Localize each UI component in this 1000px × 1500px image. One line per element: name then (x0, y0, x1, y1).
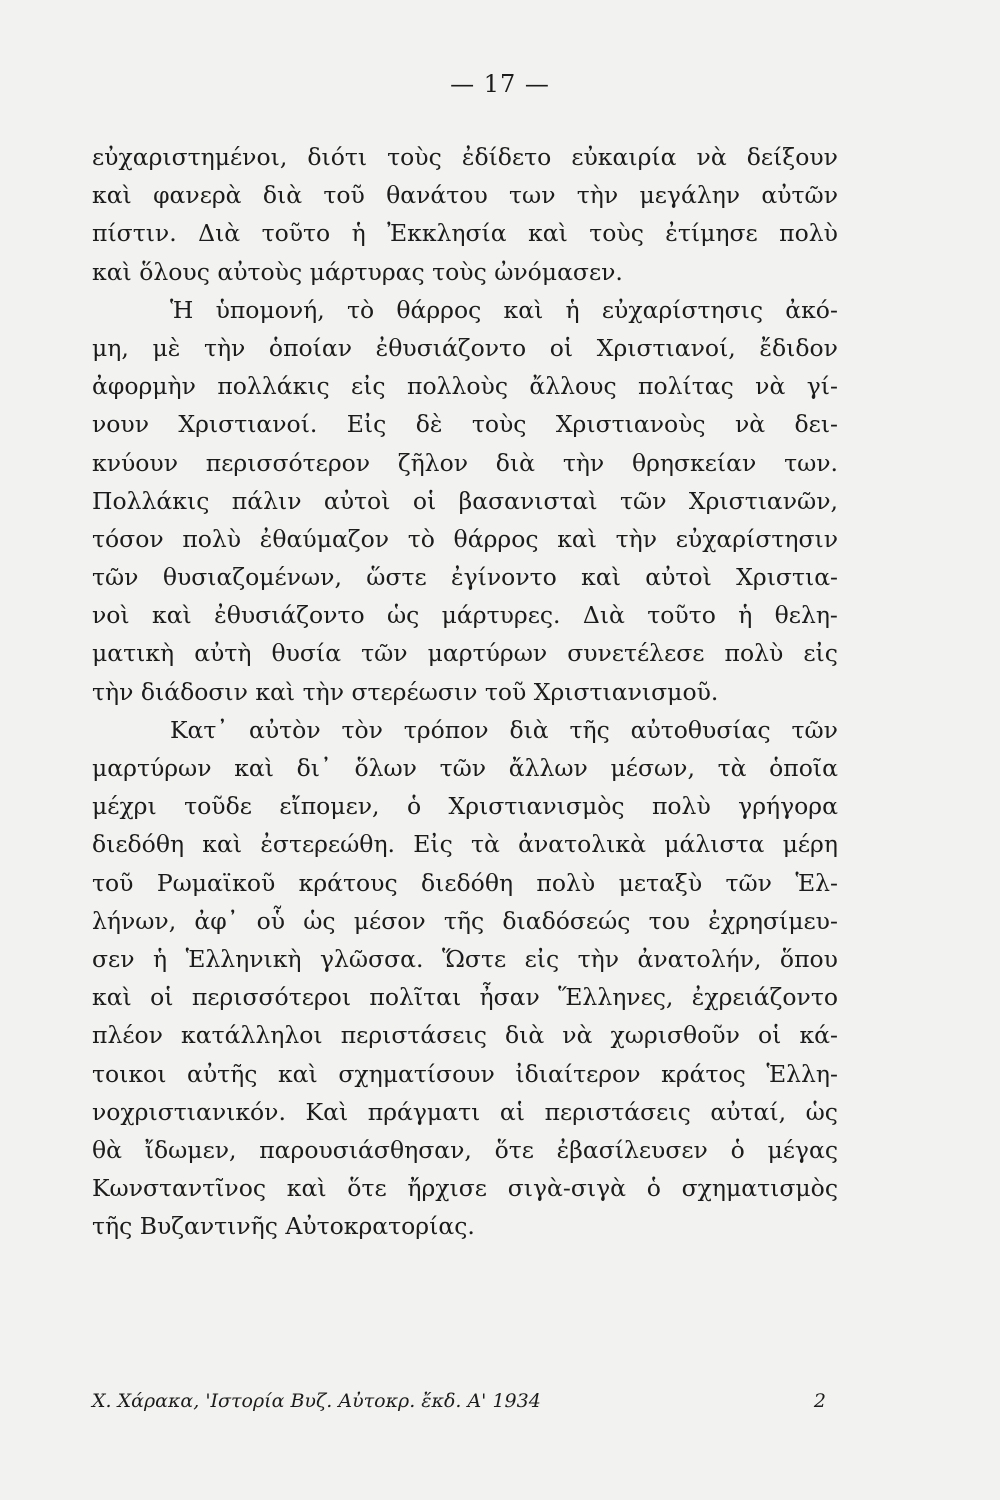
text-line: τόσον πολὺ ἐθαύμαζον τὸ θάρρος καὶ τὴν εὐχαρίστησιν (92, 524, 838, 553)
text-line: μέχρι τοῦδε εἴπομεν, ὁ Χριστιανισμὸς πολὺ γρήγορα (92, 792, 838, 821)
footer-citation: Χ. Χάρακα, 'Ιστορία Βυζ. Αὐτοκρ. ἔκδ. Α' 1934 (92, 1390, 541, 1412)
signature-mark: 2 (813, 1390, 826, 1412)
text-line: τοῦ Ρωμαϊκοῦ κράτους διεδόθη πολὺ μεταξὺ τῶν Ἑλ- (92, 868, 838, 897)
text-line: καὶ οἱ περισσότεροι πολῖται ἦσαν Ἕλληνες, ἐχρειάζοντο (92, 983, 838, 1012)
text-line: καὶ φανερὰ διὰ τοῦ θανάτου των τὴν μεγάλην αὐτῶν (92, 181, 838, 210)
text-line: ματικὴ αὐτὴ θυσία τῶν μαρτύρων συνετέλεσε πολὺ εἰς (92, 639, 838, 668)
text-line: νουν Χριστιανοί. Εἰς δὲ τοὺς Χριστιανοὺς νὰ δει- (92, 410, 838, 439)
page-number: — 17 — (450, 70, 550, 98)
text-line: Πολλάκις πάλιν αὐτοὶ οἱ βασανισταὶ τῶν Χριστιανῶν, (92, 486, 838, 515)
text-line: Ἡ ὑπομονή, τὸ θάρρος καὶ ἡ εὐχαρίστησις ἀκό- (170, 295, 838, 324)
text-line: εὐχαριστημένοι, διότι τοὺς ἐδίδετο εὐκαιρία νὰ δείξουν (92, 143, 838, 171)
text-line: τὴν διάδοσιν καὶ τὴν στερέωσιν τοῦ Χριστιανισμοῦ. (92, 677, 719, 706)
text-line: μαρτύρων καὶ δι᾽ ὅλων τῶν ἄλλων μέσων, τὰ ὁποῖα (92, 754, 838, 782)
text-line: διεδόθη καὶ ἐστερεώθη. Εἰς τὰ ἀνατολικὰ μάλιστα μέρη (92, 830, 838, 859)
text-line: καὶ ὅλους αὐτοὺς μάρτυρας τοὺς ὠνόμασεν. (92, 257, 623, 286)
page-footer (92, 1390, 826, 1412)
text-line: πλέον κατάλληλοι περιστάσεις διὰ νὰ χωρισθοῦν οἱ κά- (92, 1021, 838, 1050)
text-line: θὰ ἴδωμεν, παρουσιάσθησαν, ὅτε ἐβασίλευσεν ὁ μέγας (92, 1135, 838, 1164)
text-line: κνύουν περισσότερον ζῆλον διὰ τὴν θρησκείαν των. (92, 448, 838, 477)
text-line: νοχριστιανικόν. Καὶ πράγματι αἱ περιστάσεις αὐταί, ὡς (92, 1097, 838, 1126)
text-line: Κατ᾽ αὐτὸν τὸν τρόπον διὰ τῆς αὐτοθυσίας τῶν (170, 715, 838, 744)
text-line: λήνων, ἀφ᾽ οὗ ὡς μέσον τῆς διαδόσεώς του ἐχρησίμευ- (92, 906, 838, 935)
text-line: τῶν θυσιαζομένων, ὥστε ἐγίνοντο καὶ αὐτοὶ Χριστια- (92, 563, 838, 592)
text-line: τοικοι αὐτῆς καὶ σχηματίσουν ἰδιαίτερον κράτος Ἑλλη- (92, 1059, 838, 1088)
text-line: ἀφορμὴν πολλάκις εἰς πολλοὺς ἄλλους πολίτας νὰ γί- (92, 372, 838, 401)
paragraph (92, 138, 838, 291)
paragraph (92, 291, 838, 711)
text-line: σεν ἡ Ἑλληνικὴ γλῶσσα. Ὥστε εἰς τὴν ἀνατολήν, ὅπου (92, 944, 838, 973)
text-line: Κωνσταντῖνος καὶ ὅτε ἤρχισε σιγὰ-σιγὰ ὁ σχηματισμὸς (92, 1174, 838, 1203)
paragraph (92, 711, 838, 1246)
text-line: μη, μὲ τὴν ὁποίαν ἐθυσιάζοντο οἱ Χριστιανοί, ἔδιδον (92, 333, 838, 362)
text-line: τῆς Βυζαντινῆς Αὐτοκρατορίας. (92, 1212, 475, 1241)
body-text (92, 138, 838, 1245)
text-line: νοὶ καὶ ἐθυσιάζοντο ὡς μάρτυρες. Διὰ τοῦτο ἡ θελη- (92, 601, 838, 630)
text-line: πίστιν. Διὰ τοῦτο ἡ Ἐκκλησία καὶ τοὺς ἐτίμησε πολὺ (92, 219, 838, 248)
